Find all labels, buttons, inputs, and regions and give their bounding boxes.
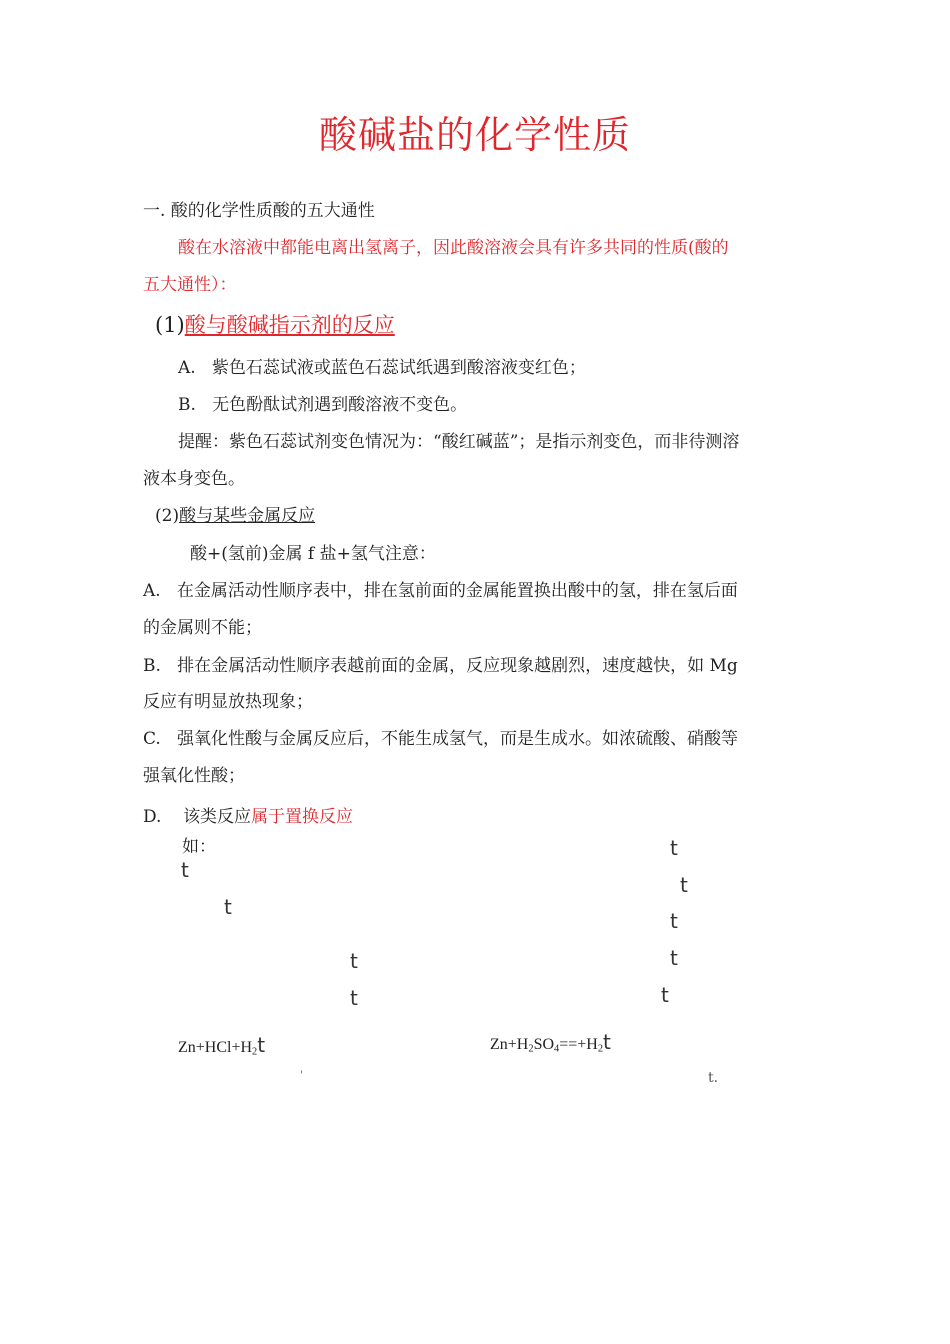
- item2-d-label: D.: [143, 807, 162, 827]
- item1-b-label: B.: [178, 395, 196, 415]
- item2-formula: 酸+(氢前)金属 f 盐+氢气注意：: [190, 544, 436, 564]
- equation-left-sub: 2: [252, 1046, 258, 1058]
- item2-b-label: B.: [143, 656, 161, 676]
- item1-a: [178, 353, 586, 378]
- item1-a-text: 紫色石蕊试液或蓝色石蕊试纸遇到酸溶液变红色；: [211, 358, 586, 378]
- item2-b-text: 排在金属活动性顺序表越前面的金属，反应现象越剧烈，速度越快，如 Mg: [177, 656, 738, 676]
- item2-a-line-2: 的金属则不能；: [143, 618, 262, 638]
- item2-a-label: A.: [143, 581, 161, 601]
- section-heading: 一. 酸的化学性质酸的五大通性: [143, 201, 375, 221]
- arrow-mark: t: [680, 873, 688, 897]
- arrow-mark: t: [670, 946, 678, 970]
- item2-c-label: C.: [143, 729, 161, 749]
- tip-line-2: 液本身变色。: [143, 469, 245, 489]
- equation-zn-h2so4: [490, 1030, 611, 1055]
- item2-number: (2): [155, 506, 180, 526]
- item2-title: 酸与某些金属反应: [179, 506, 316, 526]
- equation-right-sub3: 2: [597, 1043, 604, 1055]
- arrow-mark: t: [670, 836, 678, 860]
- equation-right-sub2: 4: [554, 1043, 560, 1055]
- tip-line-1: 提醒：紫色石蕊试剂变色情况为：“酸红碱蓝”；是指示剂变色，而非待测溶: [178, 432, 740, 452]
- intro-line-2: 五大通性）：: [143, 275, 237, 295]
- arrow-mark: t: [224, 895, 232, 919]
- item2-b-line-2: 反应有明显放热现象；: [143, 692, 313, 712]
- arrow-mark: t: [350, 986, 358, 1010]
- arrow-mark: t: [181, 858, 189, 882]
- page-title: 酸碱盐的化学性质: [318, 113, 631, 157]
- item2-a-line-1: [143, 576, 738, 601]
- item2-heading: [155, 501, 315, 526]
- item2-a-text: 在金属活动性顺序表中，排在氢前面的金属能置换出酸中的氢，排在氢后面: [176, 581, 738, 601]
- arrow-mark: t: [661, 983, 669, 1007]
- item2-c-line-2: 强氧化性酸；: [143, 766, 245, 786]
- equation-zn-hcl: [178, 1033, 265, 1058]
- example-label: 如：: [182, 837, 216, 857]
- item1-b-text: 无色酚酞试剂遇到酸溶液不变色。: [212, 395, 468, 415]
- equation-right-part2: SO: [533, 1036, 555, 1053]
- stray-mark-right: t.: [708, 1070, 719, 1086]
- arrow-mark: t: [603, 1030, 611, 1054]
- arrow-mark: t: [350, 949, 358, 973]
- equation-right-sub1: 2: [528, 1043, 534, 1055]
- item1-b: [178, 390, 467, 415]
- equation-right-part1: Zn+H: [490, 1036, 529, 1053]
- item2-c-text: 强氧化性酸与金属反应后，不能生成氢气，而是生成水。如浓硫酸、硝酸等: [177, 729, 739, 749]
- item2-c-line-1: [143, 724, 738, 749]
- stray-mark-left: ': [300, 1070, 303, 1081]
- item2-b-line-1: [143, 651, 738, 676]
- arrow-mark: t: [670, 909, 678, 933]
- equation-left-main: Zn+HCl+H: [178, 1039, 253, 1056]
- item2-d: [143, 802, 353, 827]
- arrow-mark: t: [257, 1033, 266, 1057]
- item2-d-highlight: 属于置换反应: [251, 807, 354, 827]
- item1-heading: [155, 309, 395, 339]
- item1-number: (1): [155, 313, 185, 337]
- intro-line-1: 酸在水溶液中都能电离出氢离子，因此酸溶液会具有许多共同的性质(酸的: [178, 238, 729, 258]
- item1-title: 酸与酸碱指示剂的反应: [184, 313, 395, 337]
- item1-a-label: A.: [178, 358, 196, 378]
- equation-right-part3: ==+H: [559, 1036, 598, 1053]
- item2-d-text: 该类反应: [183, 807, 252, 827]
